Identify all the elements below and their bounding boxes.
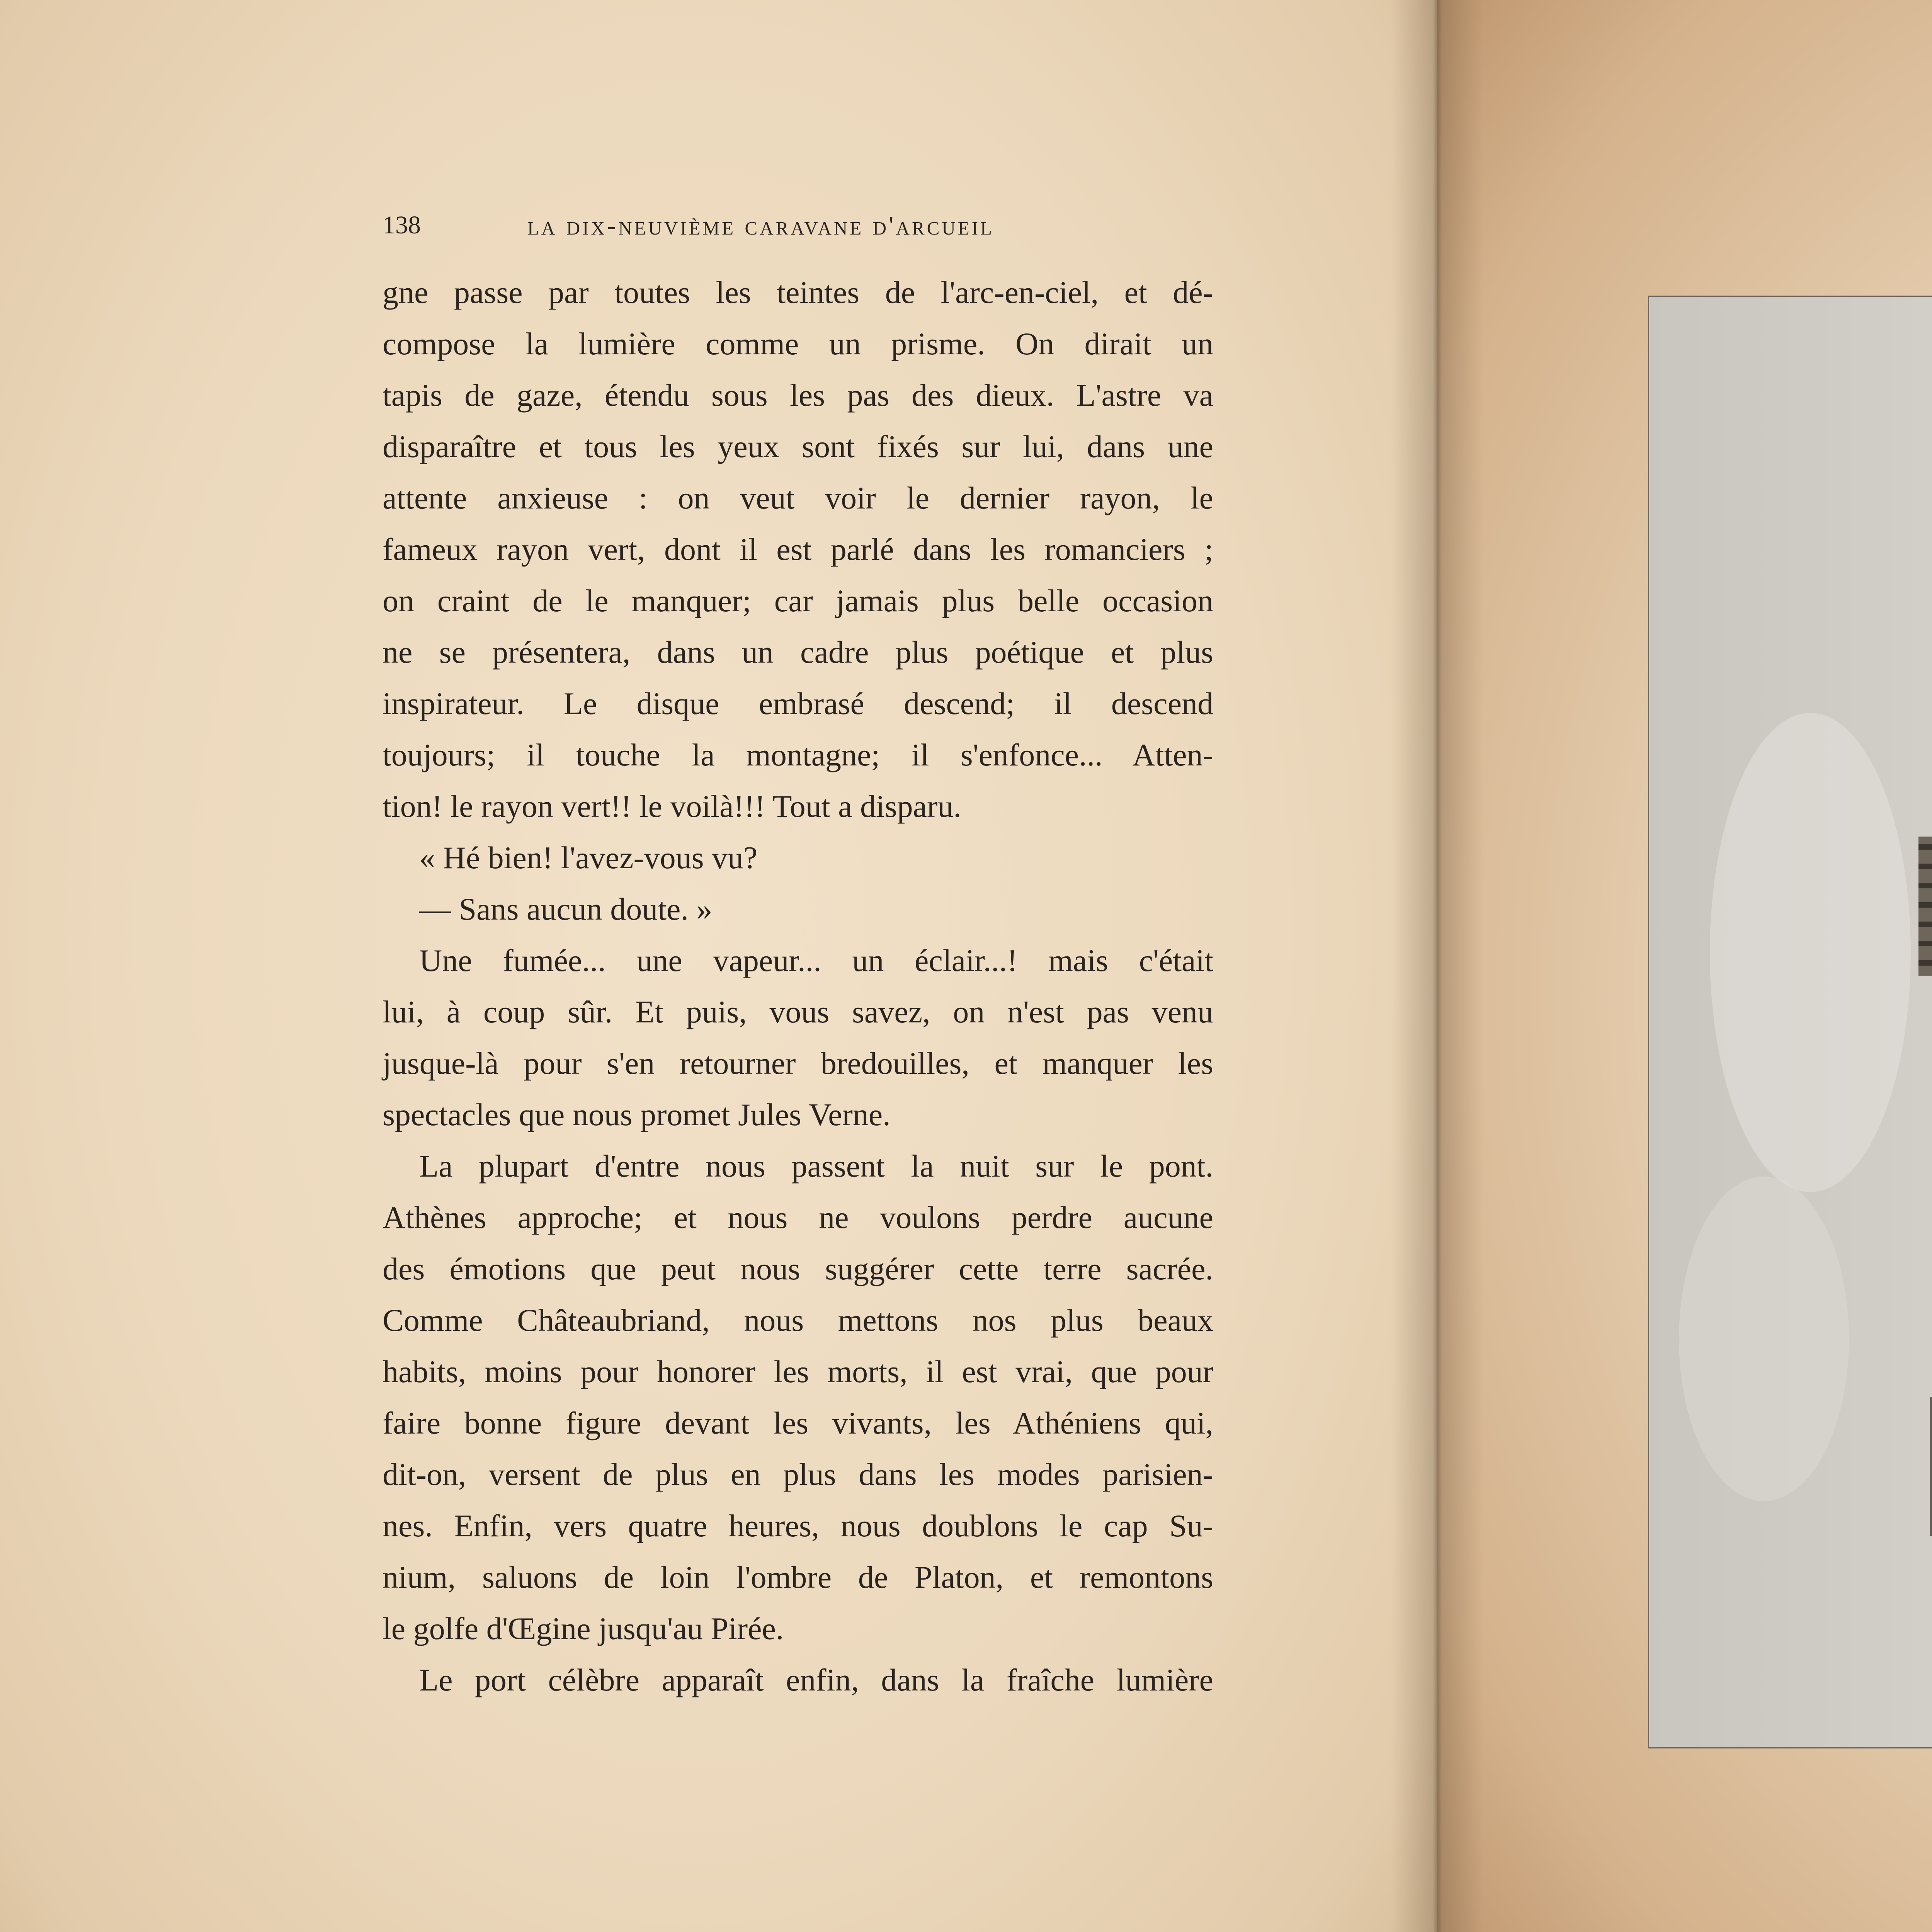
text-line: spectacles que nous promet Jules Verne. xyxy=(383,1097,891,1132)
text-line: Comme Châteaubriand, nous mettons nos plus beaux xyxy=(383,1303,1213,1338)
text-line: gne passe par toutes les teintes de l'arc-en-ciel, et dé- xyxy=(383,275,1213,310)
text-line: fameux rayon vert, dont il est parlé dans les romanciers ; xyxy=(383,532,1213,567)
body-text xyxy=(383,267,1213,1706)
text-line: ne se présentera, dans un cadre plus poétique et plus xyxy=(383,634,1213,670)
text-line: compose la lumière comme un prisme. On dirait un xyxy=(383,326,1213,361)
running-title: la dix-neuvième caravane d'arcueil xyxy=(527,211,994,241)
text-line: Athènes approche; et nous ne voulons perdre aucune xyxy=(383,1200,1213,1235)
text-line: toujours; il touche la montagne; il s'enfonce... Atten- xyxy=(383,737,1213,772)
page-number: 138 xyxy=(383,211,421,239)
text-line: attente anxieuse : on veut voir le dernier rayon, le xyxy=(383,480,1213,515)
book-gutter xyxy=(1391,0,1484,1932)
text-line: « Hé bien! l'avez-vous vu? xyxy=(419,840,758,875)
text-line: le golfe d'Œgine jusqu'au Pirée. xyxy=(383,1611,784,1646)
text-line: on craint de le manquer; car jamais plus belle occasion xyxy=(383,583,1213,618)
text-line: des émotions que peut nous suggérer cette terre sacrée. xyxy=(383,1251,1213,1286)
text-line: lui, à coup sûr. Et puis, vous savez, on n'est pas venu xyxy=(383,994,1213,1029)
text-line: habits, moins pour honorer les morts, il est vrai, que pour xyxy=(383,1354,1213,1389)
acropolis-photo-illustration xyxy=(1648,296,1932,1748)
text-line: Le port célèbre apparaît enfin, dans la fraîche lumière xyxy=(419,1662,1213,1697)
text-line: disparaître et tous les yeux sont fixés sur lui, dans une xyxy=(383,429,1213,464)
text-line: nium, saluons de loin l'ombre de Platon, et remontons xyxy=(383,1560,1213,1595)
text-line: nes. Enfin, vers quatre heures, nous doublons le cap Su- xyxy=(383,1508,1213,1543)
running-head xyxy=(383,211,1213,245)
acropolis-photograph xyxy=(1648,296,1932,1748)
text-line: inspirateur. Le disque embrasé descend; il descend xyxy=(383,686,1213,721)
text-line: faire bonne figure devant les vivants, les Athéniens qui, xyxy=(383,1405,1213,1440)
text-line: La plupart d'entre nous passent la nuit sur le pont. xyxy=(419,1148,1213,1184)
text-line: tion! le rayon vert!! le voilà!!! Tout a disparu. xyxy=(383,789,961,824)
text-line: Une fumée... une vapeur... un éclair...! mais c'était xyxy=(419,943,1213,978)
text-line: dit-on, versent de plus en plus dans les modes parisien- xyxy=(383,1457,1213,1492)
text-line: jusque-là pour s'en retourner bredouilles, et manquer les xyxy=(383,1046,1213,1081)
text-line: — Sans aucun doute. » xyxy=(419,891,713,927)
text-line: tapis de gaze, étendu sous les pas des dieux. L'astre va xyxy=(383,378,1213,413)
